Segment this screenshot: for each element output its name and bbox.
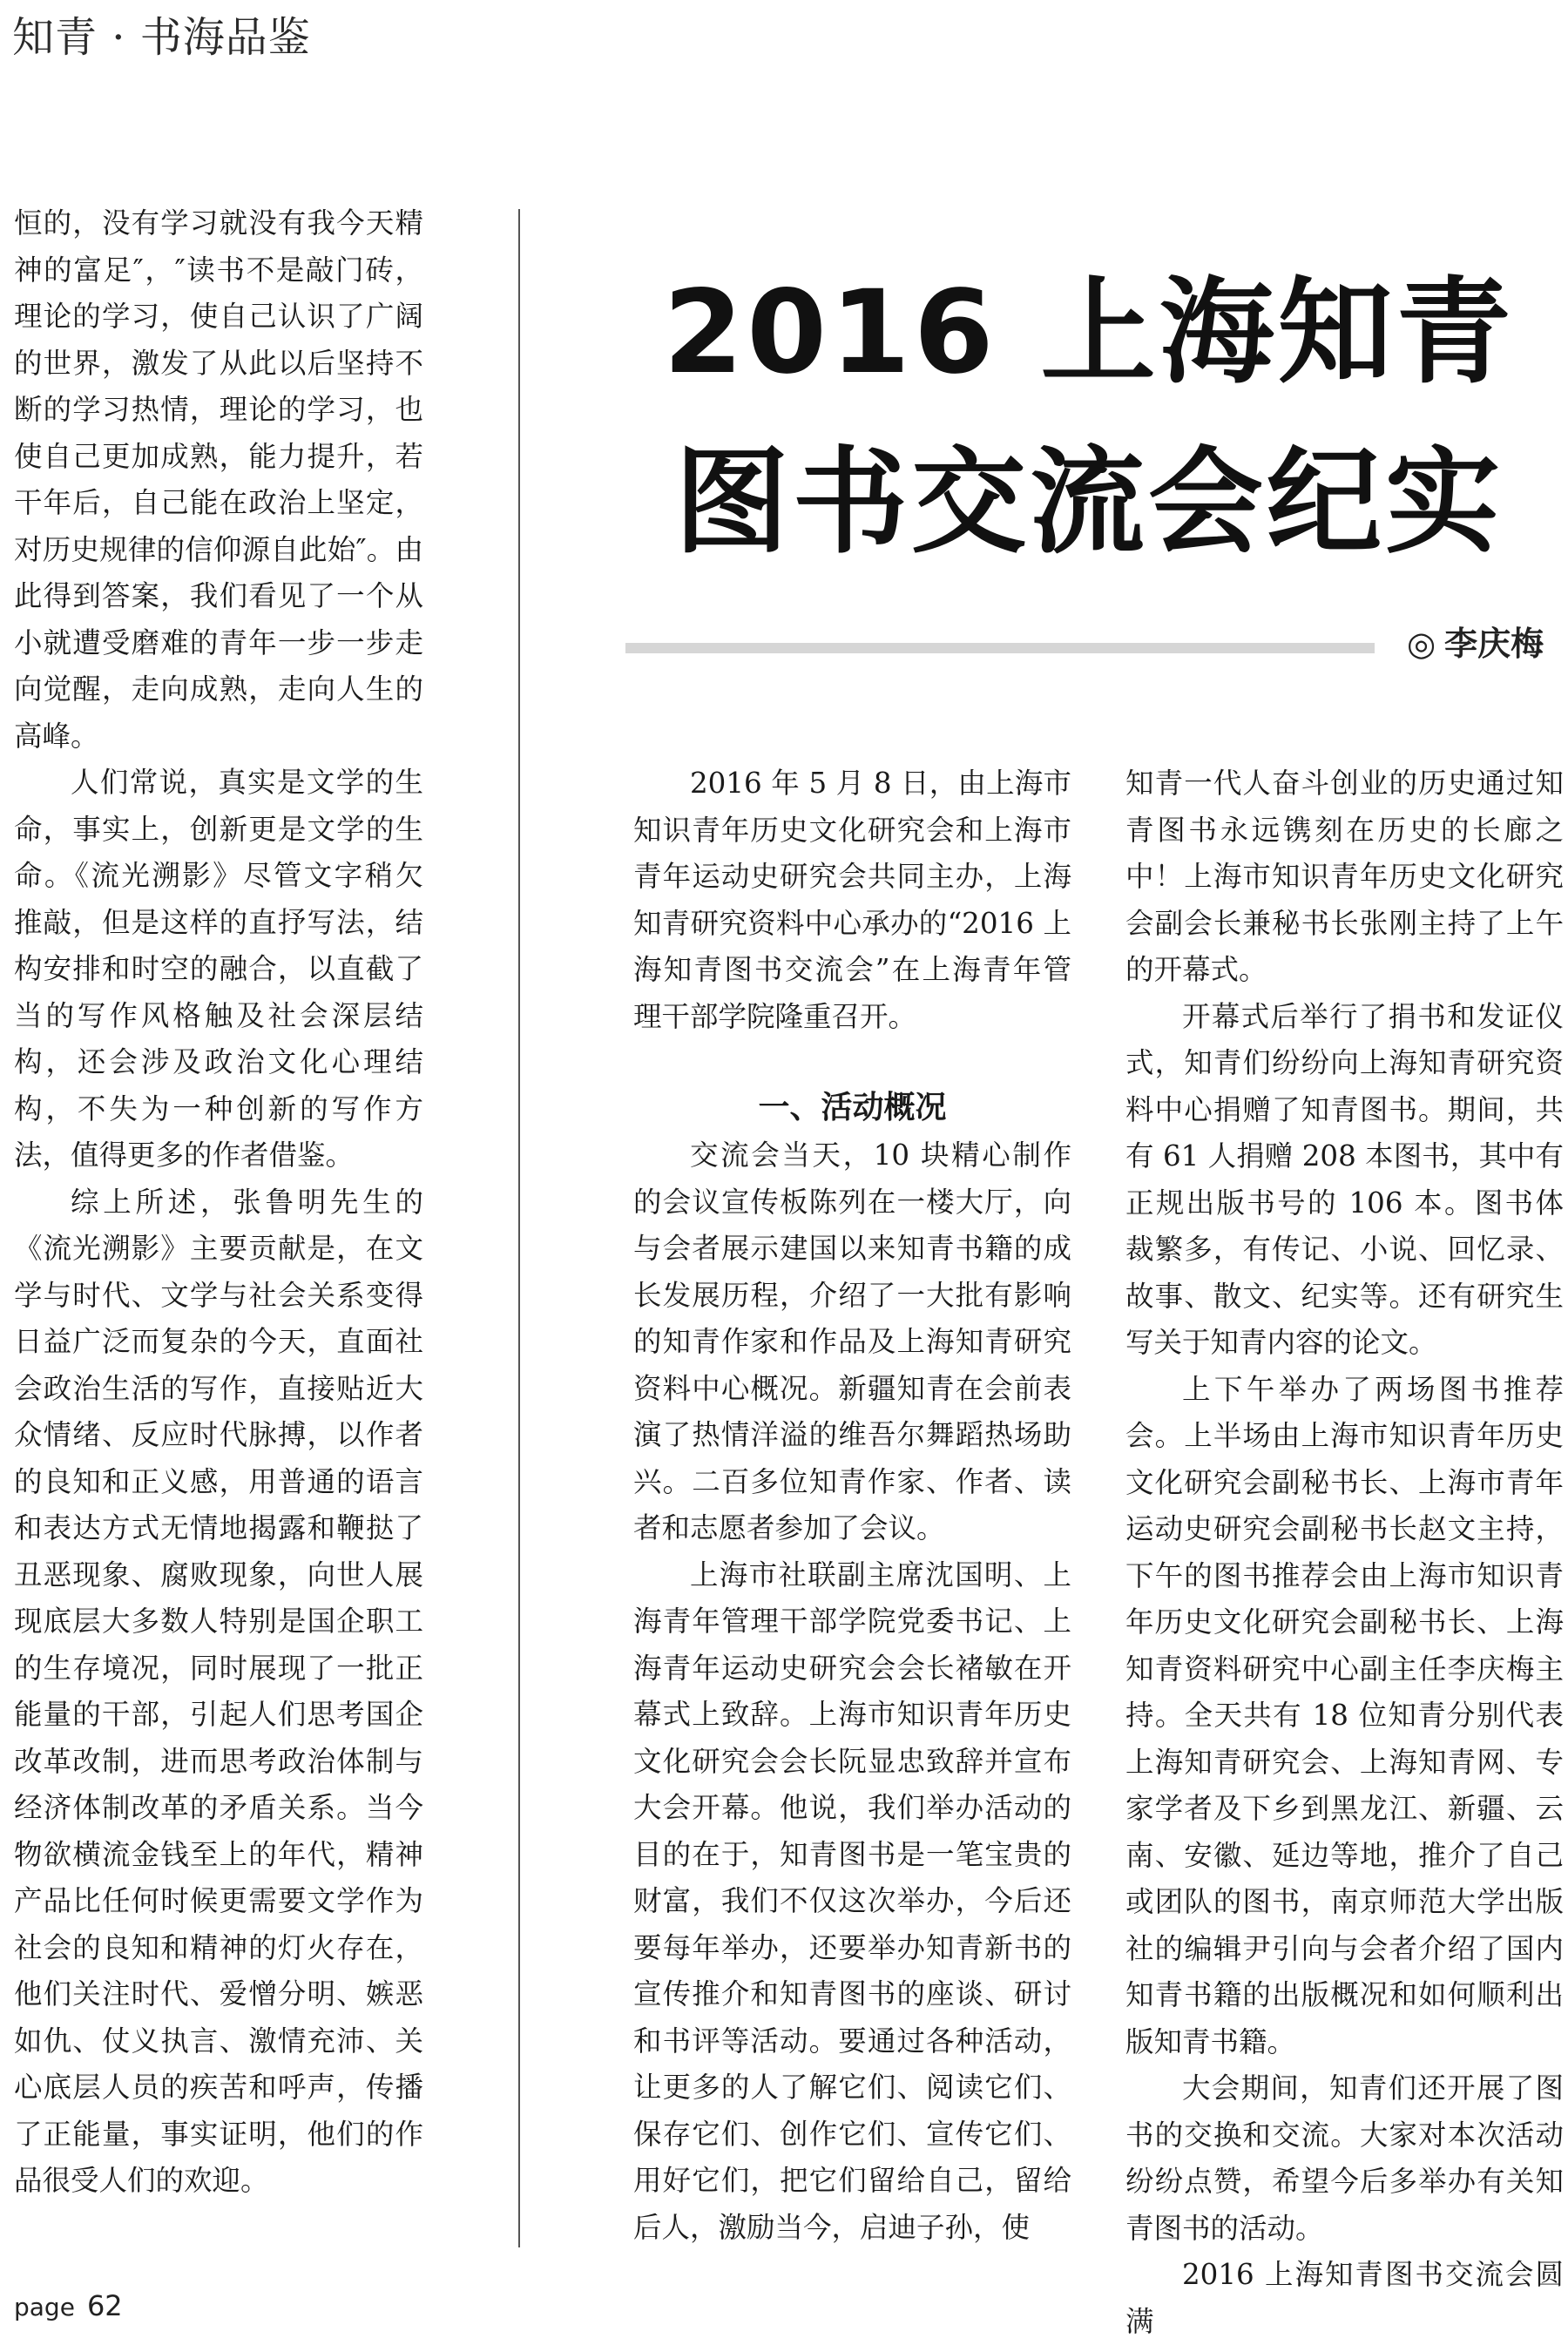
page-number: 62 <box>86 2289 123 2322</box>
right-continuation: 知青一代人奋斗创业的历史通过知青图书永远镌刻在历史的长廊之中！上海市知识青年历史文化研究会副会长兼秘书长张刚主持了上午的开幕式。 <box>1125 767 1564 986</box>
right-paragraph-3: 大会期间，知青们还开展了图书的交换和交流。大家对本次活动纷纷点赞，希望今后多举办有关知青图书的活动。 <box>1125 2071 1564 2245</box>
right-paragraph-4: 2016 上海知青图书交流会圆满 <box>1125 2258 1564 2338</box>
left-paragraph-1: 恒的，没有学习就没有我今天精神的富足″，″读书不是敲门砖，理论的学习，使自己认识了广阔的世界，激发了从此以后坚持不断的学习热情，理论的学习，也使自己更加成熟，能力提升，若干年后，自己能在政治上坚定，对历史规律的信仰源自此始″。由此得到答案，我们看见了一个从小就遭受磨难的青年一步一步走向觉醒，走向成熟，走向人生的高峰。 <box>14 206 423 753</box>
left-paragraph-3: 综上所述，张鲁明先生的《流光溯影》主要贡献是，在文学与时代、文学与社会关系变得日益广泛而复杂的今天，直面社会政治生活的写作，直接贴近大众情绪、反应时代脉搏，以作者的良知和正义感，用普通的语言和表达方式无情地揭露和鞭挞了丑恶现象、腐败现象，向世人展现底层大多数人特别是国企职工的生存境况，同时展现了一批正能量的干部，引起人们思考国企改革改制，进而思考政治体制与经济体制改革的矛盾关系。当今物欲横流金钱至上的年代，精神产品比任何时候更需要文学作为社会的良知和精神的灯火存在，他们关注时代、爱憎分明、嫉恶如仇、仗义执言、激情充沛、关心底层人员的疾苦和呼声，传播了正能量，事实证明，他们的作品很受人们的欢迎。 <box>14 1185 423 2197</box>
section-header: 知青 · 书海品鉴 <box>12 13 311 62</box>
right-paragraph-1: 开幕式后举行了捐书和发证仪式，知青们纷纷向上海知青研究资料中心捐赠了知青图书。期间，共有 61 人捐赠 208 本图书，其中有正规出版书号的 106 本。图书体裁繁多，有传记、小说、回忆录、故事、散文、纪实等。还有研究生写关于知青内容的论文。 <box>1125 999 1564 1359</box>
author-name: 李庆梅 <box>1444 625 1544 663</box>
page-label: page <box>14 2293 75 2321</box>
middle-paragraph-2: 上海市社联副主席沈国明、上海青年管理干部学院党委书记、上海青年运动史研究会会长褚敏在开幕式上致辞。上海市知识青年历史文化研究会会长阮显忠致辞并宣布大会开幕。他说，我们举办活动的目的在于，知青图书是一笔宝贵的财富，我们不仅这次举办，今后还要每年举办，还要举办知青新书的宣传推介和知青图书的座谈、研讨和书评等活动。要通过各种活动，让更多的人了解它们、阅读它们、保存它们、创作它们、宣传它们、用好它们，把它们留给自己，留给后人，激励当今，启迪子孙，使 <box>633 1558 1071 2244</box>
column-divider <box>518 209 520 2247</box>
intro-paragraph: 2016 年 5 月 8 日，由上海市知识青年历史文化研究会和上海市青年运动史研究会共同主办，上海知青研究资料中心承办的“2016 上海知青图书交流会”在上海青年管理干部学院隆重召开。 <box>633 767 1071 1033</box>
author-byline <box>1407 617 1544 665</box>
left-paragraph-2: 人们常说，真实是文学的生命，事实上，创新更是文学的生命。《流光溯影》尽管文字稍欠推敲，但是这样的直抒写法，结构安排和时空的融合，以直截了当的写作风格触及社会深层结构，还会涉及政治文化心理结构，不失为一种创新的写作方法，值得更多的作者借鉴。 <box>14 766 423 1172</box>
section-heading: 一、活动概况 <box>758 1090 947 1125</box>
right-paragraph-2: 上下午举办了两场图书推荐会。上半场由上海市知识青年历史文化研究会副秘书长、上海市青年运动史研究会副秘书长赵文主持，下午的图书推荐会由上海市知识青年历史文化研究会副秘书长、上海知青资料研究中心副主任李庆梅主持。全天共有 18 位知青分别代表上海知青研究会、上海知青网、专家学者及下乡到黑龙江、新疆、云南、安徽、延边等地，推介了自己或团队的图书，南京师范大学出版社的编辑尹引向与会者介绍了国内知青书籍的出版概况和如何顺利出版知青书籍。 <box>1125 1372 1564 2058</box>
author-mark-icon: ◎ <box>1407 625 1436 663</box>
page-footer <box>14 2289 123 2322</box>
title-line-2: 图书交流会纪实 <box>674 436 1504 570</box>
title-line-1: 2016 上海知青 <box>663 266 1515 400</box>
article-title <box>610 248 1568 588</box>
right-column <box>1125 760 1564 2345</box>
left-column <box>14 200 423 2205</box>
middle-column <box>633 760 1071 2251</box>
author-divider-bar <box>625 643 1375 653</box>
middle-paragraph-1: 交流会当天，10 块精心制作的会议宣传板陈列在一楼大厅，向与会者展示建国以来知青书籍的成长发展历程，介绍了一大批有影响的知青作家和作品及上海知青研究资料中心概况。新疆知青在会前表演了热情洋溢的维吾尔舞蹈热场助兴。二百多位知青作家、作者、读者和志愿者参加了会议。 <box>633 1139 1071 1544</box>
